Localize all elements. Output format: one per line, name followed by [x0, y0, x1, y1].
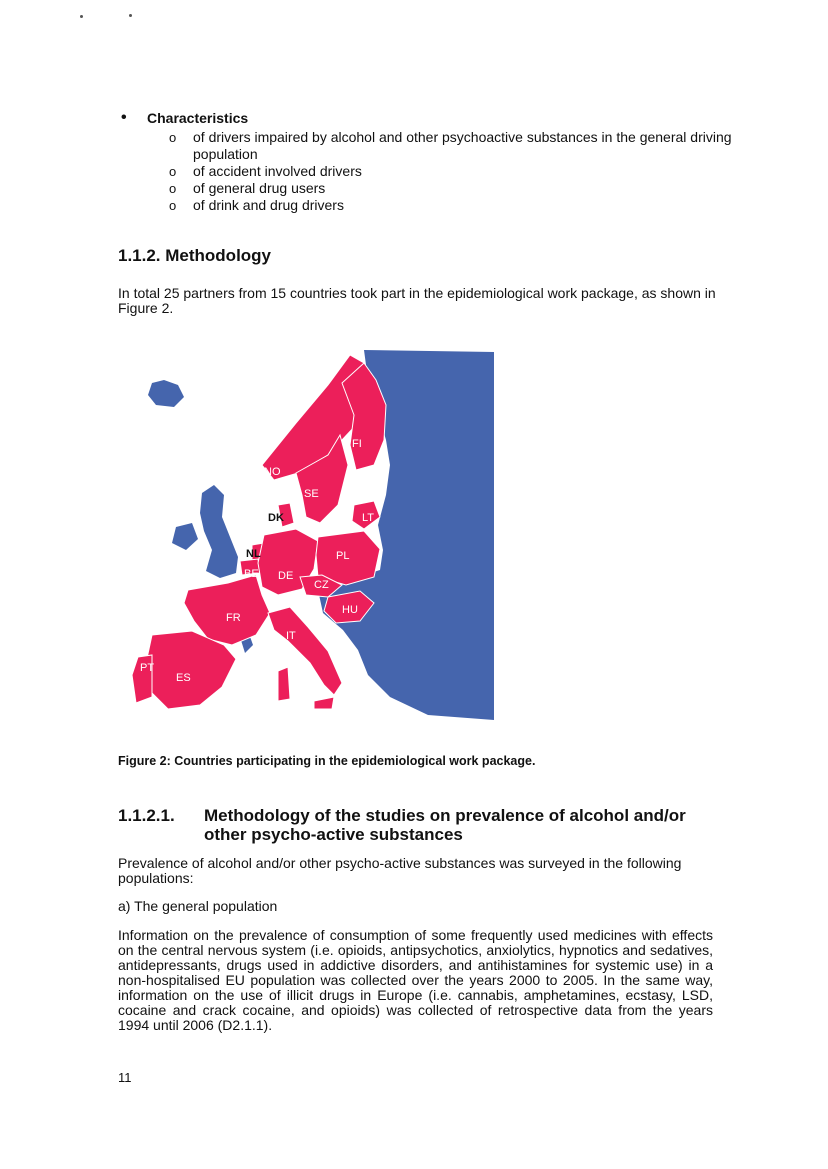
label-es: ES — [176, 672, 191, 684]
subsection-number: 1.1.2.1. — [118, 806, 175, 825]
label-pl: PL — [336, 550, 350, 562]
label-lt: LT — [362, 512, 375, 524]
label-nl: NL — [246, 548, 261, 560]
list-item-text: of accident involved drivers — [193, 163, 362, 179]
list-item — [118, 197, 738, 214]
list-marker: o — [169, 164, 177, 179]
country-it-island-shape — [314, 697, 334, 709]
list-marker: o — [169, 198, 177, 213]
label-it: IT — [286, 630, 296, 642]
label-cz: CZ — [314, 579, 329, 591]
participating-countries — [132, 355, 386, 709]
list-item — [118, 163, 738, 180]
label-pt: PT — [140, 662, 155, 674]
europe-map — [128, 345, 494, 723]
scan-artifact — [129, 14, 132, 17]
country-it-island-shape — [278, 667, 290, 701]
characteristics-list — [118, 110, 738, 214]
label-dk: DK — [268, 512, 284, 524]
list-item-text: of drivers impaired by alcohol and other psychoactive substances in the general driving population — [193, 129, 732, 162]
label-fr: FR — [226, 612, 241, 624]
characteristics-heading: • Characteristics — [118, 110, 738, 127]
label-fi: FI — [352, 438, 362, 450]
label-de: DE — [278, 570, 294, 582]
list-marker: o — [169, 130, 177, 145]
section-heading: 1.1.2. Methodology — [118, 246, 272, 265]
scan-artifact — [80, 15, 83, 18]
section-paragraph: In total 25 partners from 15 countries took part in the epidemiological work package, as shown in Figure 2. — [118, 285, 716, 316]
subsection-heading: Methodology of the studies on prevalence of alcohol and/or other psycho-active substances — [204, 806, 686, 844]
population-a-heading: a) The general population — [118, 898, 278, 914]
list-item — [118, 129, 738, 163]
figure-caption: Figure 2: Countries participating in the epidemiological work package. — [118, 754, 536, 768]
label-hu: HU — [342, 604, 358, 616]
prevalence-intro: Prevalence of alcohol and/or other psycho-active substances was surveyed in the following populations: — [118, 855, 682, 886]
label-be: BE — [244, 568, 259, 580]
population-a-paragraph: Information on the prevalence of consumption of some frequently used medicines with effects on the central nervous system (i.e. opioids, antipsychotics, anxiolytics, hypnotics and sedatives, antidepressants, drugs used in addictive disorders, and antihistamines for systemic use) in a non-hospitalised EU population was collected over the years 2000 to 2005. In the same way, information on the use of illicit drugs in Europe (i.e. cannabis, amphetamines, ecstasy, LSD, cocaine and crack cocaine, and opioids) was collected of retrospective data from the years 1994 until 2006 (D2.1.1). — [118, 927, 713, 1033]
label-se: SE — [304, 488, 319, 500]
list-item-text: of general drug users — [193, 180, 326, 196]
list-marker: o — [169, 181, 177, 196]
label-no: NO — [264, 466, 281, 478]
page-number: 11 — [118, 1070, 132, 1085]
list-item-text: of drink and drug drivers — [193, 197, 344, 213]
list-item — [118, 180, 738, 197]
